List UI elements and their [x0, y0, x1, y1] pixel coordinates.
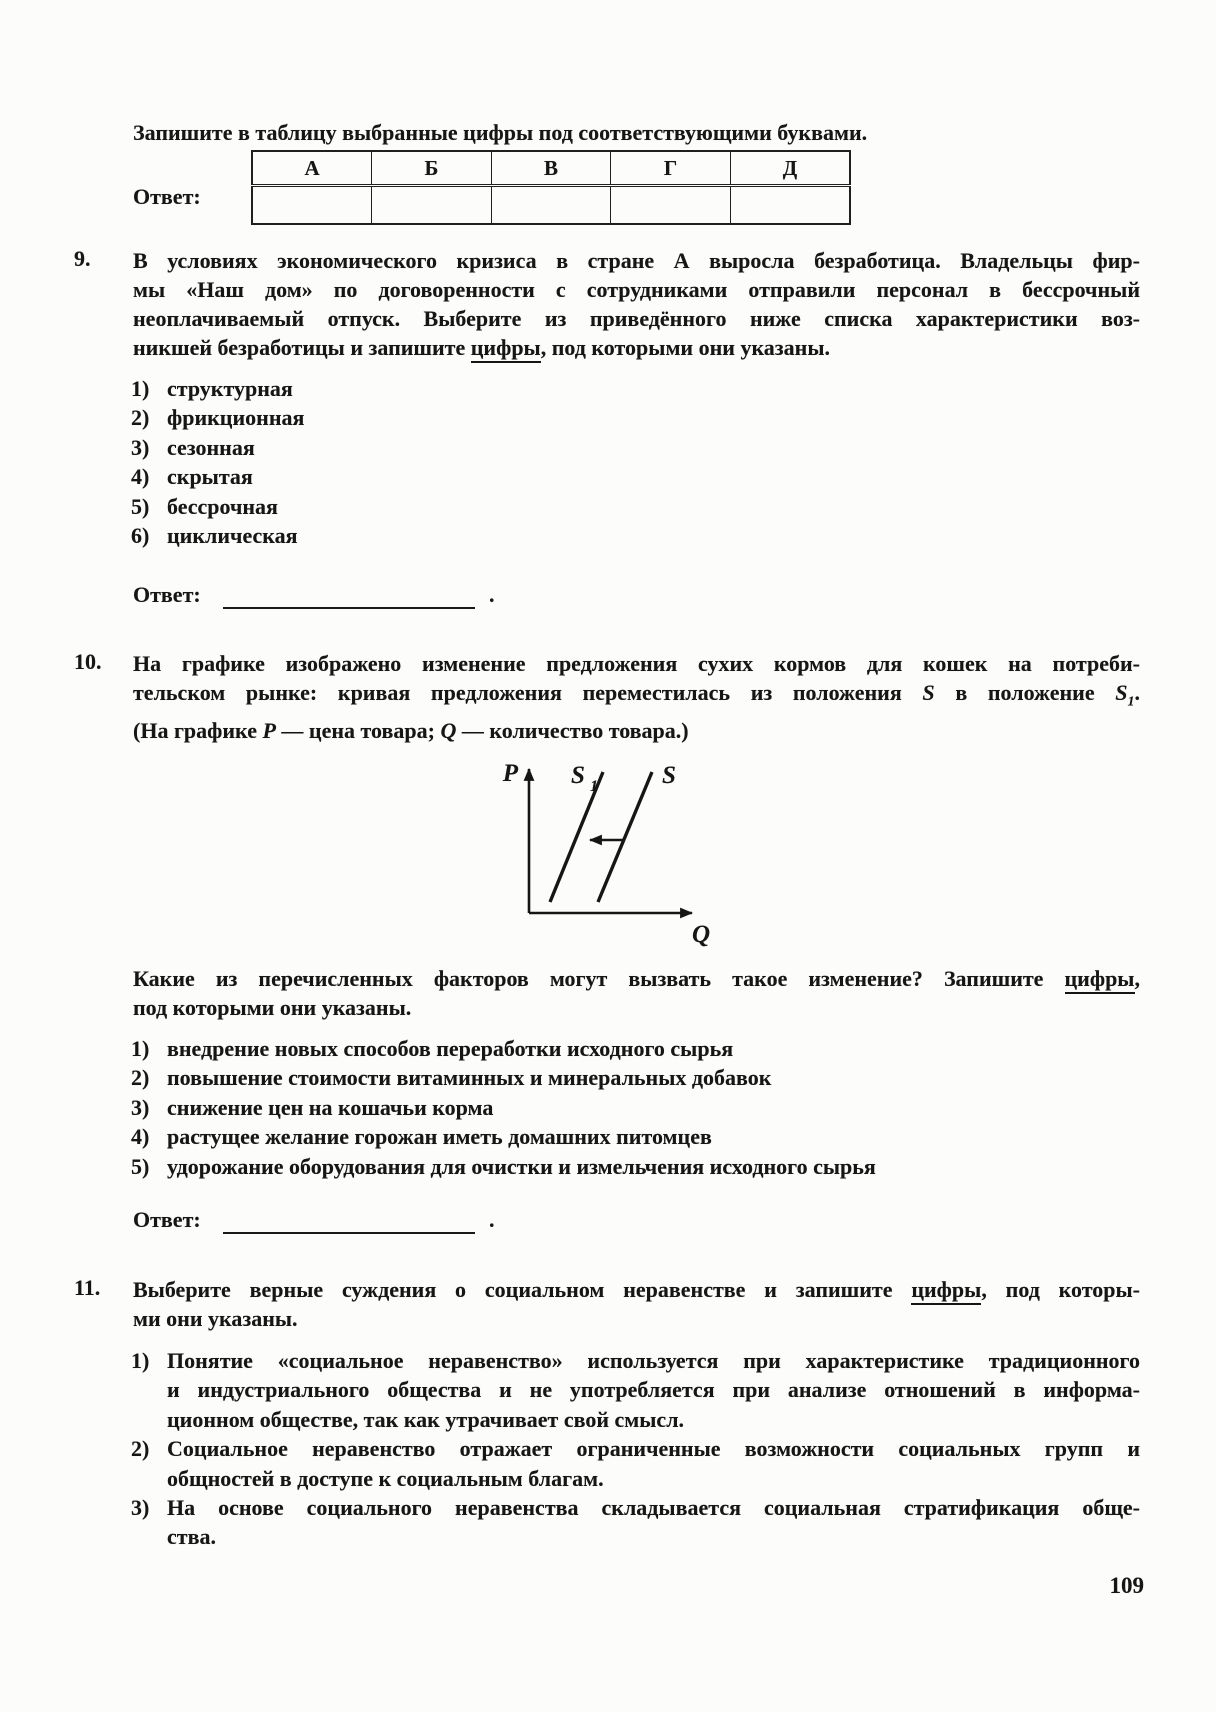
math-var-s1-subscript: 1 — [1127, 694, 1135, 710]
option-text: циклическая — [167, 523, 298, 549]
math-var-s1: S — [1115, 680, 1128, 705]
supply-shift-graph — [440, 745, 730, 955]
text-line: На графике изображено изменение предложения сухих кормов для кошек на потреби- — [133, 651, 1140, 676]
q-axis-label: Q — [692, 921, 711, 948]
option-number: 5) — [131, 1153, 150, 1179]
answer-table-header-cell: Д — [730, 151, 850, 186]
option-row — [131, 462, 1140, 491]
answer-table-header-cell: А — [252, 151, 372, 186]
option-text: удорожание оборудования для очистки и измельчения исходного сырья — [167, 1153, 876, 1179]
text-line: под которыми они указаны. — [133, 995, 412, 1020]
s1-curve-label: S — [571, 762, 585, 789]
text-segment: . — [1134, 680, 1140, 705]
q10-options — [131, 1034, 1140, 1181]
option-row — [131, 1122, 1140, 1151]
text-segment: , — [1134, 966, 1140, 991]
q11-options — [131, 1346, 1140, 1552]
option-number: 1) — [131, 1036, 150, 1061]
option-text: сезонная — [167, 434, 255, 460]
text-line: ства. — [167, 1524, 216, 1550]
q10-number: 10. — [74, 649, 102, 674]
answer-table-label: Ответ: — [133, 184, 201, 209]
option-text — [167, 1434, 1140, 1493]
answer-label: Ответ: — [133, 582, 201, 607]
underlined-word: цифры — [1065, 966, 1135, 994]
page-number: 109 — [1109, 1573, 1144, 1598]
s-curve-label: S — [662, 762, 676, 789]
q9-answer-row — [133, 582, 553, 612]
q11-number: 11. — [74, 1275, 101, 1300]
answer-table-header-cell: Г — [611, 151, 731, 186]
option-number: 2) — [131, 1436, 150, 1462]
underlined-word: цифры — [471, 335, 541, 363]
option-text — [167, 1493, 1140, 1552]
option-row — [131, 1493, 1140, 1552]
text-segment: , под которыми они указаны. — [540, 335, 830, 360]
text-line: В условиях экономического кризиса в стране А выросла безработица. Владельцы фир- — [133, 248, 1140, 273]
option-text: бессрочная — [167, 493, 278, 519]
q9-options — [131, 374, 1140, 550]
option-row — [131, 1346, 1140, 1434]
text-segment: никшей безработицы и запишите — [133, 335, 471, 360]
text-segment: — количество товара.) — [456, 718, 689, 744]
text-line: мы «Наш дом» по договоренности с сотрудниками отправили персонал в бессрочный — [133, 277, 1140, 302]
option-text: растущее желание горожан иметь домашних питомцев — [167, 1124, 712, 1150]
answer-table-blank-cell — [491, 186, 611, 225]
text-segment: — цена товара; — [275, 718, 441, 744]
text-segment: Выберите верные суждения о социальном неравенстве и запишите — [133, 1277, 912, 1302]
math-var-s: S — [922, 680, 935, 705]
q10-answer-row — [133, 1207, 553, 1237]
option-row — [131, 1063, 1140, 1092]
underlined-word: цифры — [911, 1277, 981, 1305]
text-line — [133, 964, 1140, 993]
answer-blank-line — [223, 582, 475, 609]
text-segment: в положение — [934, 680, 1116, 705]
option-number: 1) — [131, 376, 150, 401]
answer-period: . — [489, 582, 495, 607]
table-instruction: Запишите в таблицу выбранные цифры под соответствующими буквами. — [133, 120, 868, 145]
option-number: 2) — [131, 405, 150, 431]
q10-question-text — [133, 964, 1140, 1022]
text-line: На основе социального неравенства складывается социальная стратификация обще- — [167, 1495, 1140, 1521]
math-var-p: P — [262, 718, 276, 744]
option-number: 3) — [131, 1495, 150, 1521]
option-row — [131, 374, 1140, 403]
math-var-q: Q — [440, 718, 457, 744]
supply-curve-s — [598, 772, 652, 902]
s1-curve-subscript: 1 — [590, 778, 598, 795]
option-row — [131, 1093, 1140, 1122]
answer-table-blank-cell — [611, 186, 731, 225]
answer-table-blank-cell — [730, 186, 850, 225]
answer-table-header-cell: Б — [372, 151, 492, 186]
answer-table — [251, 150, 851, 225]
option-text: снижение цен на кошачьи корма — [167, 1094, 494, 1120]
option-text — [167, 1346, 1140, 1434]
text-line: неоплачиваемый отпуск. Выберите из приведённого ниже списка характеристики воз- — [133, 306, 1140, 331]
q9-text — [133, 246, 1140, 362]
option-number: 2) — [131, 1065, 150, 1091]
option-text: скрытая — [167, 464, 253, 490]
answer-table-blank-cell — [252, 186, 372, 225]
answer-table-header-row — [252, 151, 850, 186]
option-row — [131, 1034, 1140, 1063]
text-line: Социальное неравенство отражает ограниченные возможности социальных групп и — [167, 1436, 1140, 1462]
answer-table-blank-cell — [372, 186, 492, 225]
text-segment: тельском рынке: кривая предложения переместилась из положения — [133, 680, 923, 705]
option-row — [131, 403, 1140, 432]
answer-table-value-row — [252, 186, 850, 225]
option-number: 3) — [131, 1094, 150, 1120]
option-row — [131, 1434, 1140, 1493]
option-text: фрикционная — [167, 405, 305, 431]
option-number: 1) — [131, 1348, 150, 1373]
text-line — [133, 1275, 1140, 1304]
text-line — [133, 333, 1140, 362]
option-row — [131, 492, 1140, 521]
option-text: структурная — [167, 376, 293, 401]
answer-period: . — [489, 1207, 495, 1232]
answer-blank-line — [223, 1207, 475, 1234]
option-row — [131, 521, 1140, 550]
text-line — [133, 716, 1140, 745]
answer-label: Ответ: — [133, 1207, 201, 1232]
text-line: общностей в доступе к социальным благам. — [167, 1465, 604, 1491]
answer-table-header-cell: В — [491, 151, 611, 186]
text-segment: Какие из перечисленных факторов могут вызвать такое изменение? Запишите — [133, 966, 1065, 991]
p-axis-label: P — [502, 760, 518, 787]
text-segment: (На графике — [133, 718, 263, 744]
text-line: и индустриального общества и не употребляется при анализе отношений в информа- — [167, 1377, 1140, 1403]
option-number: 3) — [131, 434, 150, 460]
q9-number: 9. — [74, 246, 91, 271]
text-line: ционном обществе, так как утрачивает свой смысл. — [167, 1406, 685, 1432]
text-line: Понятие «социальное неравенство» используется при характеристике традиционного — [167, 1348, 1140, 1373]
option-number: 4) — [131, 1124, 150, 1150]
option-row — [131, 1152, 1140, 1181]
option-number: 5) — [131, 493, 150, 519]
q10-text — [133, 649, 1140, 745]
option-text: внедрение новых способов переработки исходного сырья — [167, 1036, 734, 1061]
text-line: ми они указаны. — [133, 1306, 298, 1331]
option-number: 4) — [131, 464, 150, 490]
option-row — [131, 433, 1140, 462]
q11-text — [133, 1275, 1140, 1333]
text-line — [133, 678, 1140, 716]
text-segment: , под которы- — [981, 1277, 1140, 1302]
option-text: повышение стоимости витаминных и минеральных добавок — [167, 1065, 772, 1091]
option-number: 6) — [131, 523, 150, 549]
